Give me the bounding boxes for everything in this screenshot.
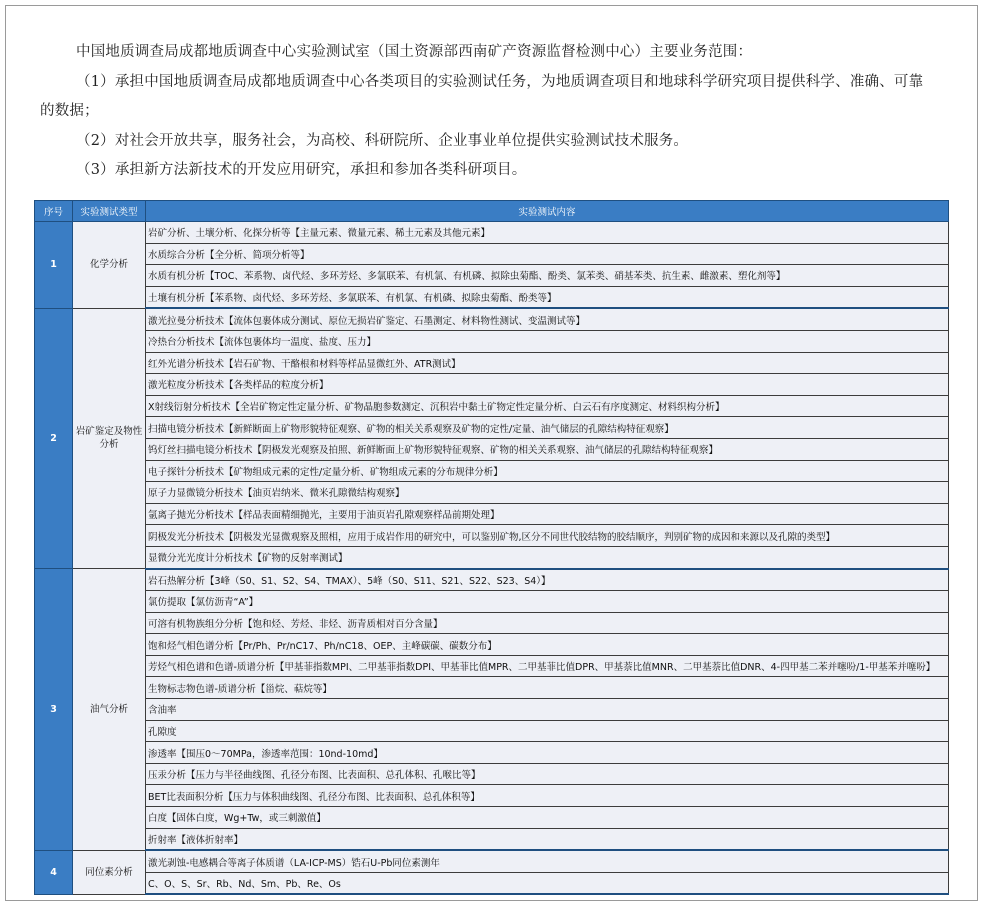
test-content-cell: 红外光谱分析技术【岩石矿物、干酪根和材料等样品显微红外、ATR测试】	[146, 352, 949, 374]
table-row	[35, 742, 949, 764]
header-num: 序号	[35, 201, 73, 222]
test-content-cell: 激光剥蚀-电感耦合等离子体质谱（LA-ICP-MS）锆石U-Pb同位素测年	[146, 850, 949, 872]
category-type: 油气分析	[73, 569, 146, 851]
test-content-cell: 岩石热解分析【3峰（S0、S1、S2、S4、TMAX）、5峰（S0、S11、S21、S22、S23、S4）】	[146, 569, 949, 591]
test-content-cell: 氩离子抛光分析技术【样品表面精细抛光，主要用于油页岩孔隙观察样品前期处理】	[146, 503, 949, 525]
table-row	[35, 525, 949, 547]
table-row	[35, 243, 949, 265]
table-row	[35, 395, 949, 417]
test-content-cell: 含油率	[146, 699, 949, 721]
category-number: 2	[35, 308, 73, 568]
test-content-cell: 饱和烃气相色谱分析【Pr/Ph、Pr/nC17、Ph/nC18、OEP、主峰碳碳、碳数分布】	[146, 634, 949, 656]
table-row	[35, 308, 949, 330]
table-row	[35, 330, 949, 352]
test-content-cell: 冷热台分析技术【流体包裹体均一温度、盐度、压力】	[146, 330, 949, 352]
test-content-cell: 折射率【液体折射率】	[146, 828, 949, 850]
category-number: 1	[35, 222, 73, 309]
table-row	[35, 655, 949, 677]
test-content-cell: 渗透率【围压0～70MPa，渗透率范围：10nd-10md】	[146, 742, 949, 764]
table-row	[35, 850, 949, 872]
category-number: 3	[35, 569, 73, 851]
table-row	[35, 482, 949, 504]
table-row	[35, 828, 949, 850]
test-content-cell: 生物标志物色谱-质谱分析【甾烷、萜烷等】	[146, 677, 949, 699]
test-content-cell: 水质综合分析【全分析、简项分析等】	[146, 243, 949, 265]
table-row	[35, 699, 949, 721]
table-row	[35, 352, 949, 374]
intro-heading: 中国地质调查局成都地质调查中心实验测试室（国土资源部西南矿产资源监督检测中心）主要业务范围：	[76, 44, 753, 60]
table-row	[35, 785, 949, 807]
test-content-cell: 阴极发光分析技术【阴极发光显微观察及照相，应用于成岩作用的研究中，可以鉴别矿物,区分不同世代胶结物的胶结顺序，判别矿物的成因和来源以及孔隙的类型】	[146, 525, 949, 547]
table-row	[35, 634, 949, 656]
test-content-cell: 可溶有机物族组分分析【饱和烃、芳烃、非烃、沥青质相对百分含量】	[146, 612, 949, 634]
category-type: 化学分析	[73, 222, 146, 309]
test-content-cell: 水质有机分析【TOC、苯系物、卤代烃、多环芳烃、多氯联苯、有机氯、有机磷、拟除虫菊酯、酚类、氯苯类、硝基苯类、抗生素、雌激素、塑化剂等】	[146, 265, 949, 287]
table-row	[35, 374, 949, 396]
table-row	[35, 763, 949, 785]
services-table	[34, 200, 949, 895]
test-content-cell: 土壤有机分析【苯系物、卤代烃、多环芳烃、多氯联苯、有机氯、有机磷、拟除虫菊酯、酚类等】	[146, 286, 949, 308]
test-content-cell: 岩矿分析、土壤分析、化探分析等【主量元素、微量元素、稀土元素及其他元素】	[146, 222, 949, 244]
test-content-cell: 钨灯丝扫描电镜分析技术【阴极发光观察及拍照、新鲜断面上矿物形貌特征观察、矿物的相关关系观察、油气储层的孔隙结构特征观察】	[146, 438, 949, 460]
table-row	[35, 807, 949, 829]
table-row	[35, 612, 949, 634]
table-row	[35, 460, 949, 482]
test-content-cell: BET比表面积分析【压力与体积曲线图、孔径分布图、比表面积、总孔体积等】	[146, 785, 949, 807]
table-row	[35, 222, 949, 244]
table-row	[35, 286, 949, 308]
intro-section	[40, 38, 935, 186]
table-row	[35, 438, 949, 460]
table-row	[35, 677, 949, 699]
test-content-cell: 压汞分析【压力与半径曲线图、孔径分布图、比表面积、总孔体积、孔喉比等】	[146, 763, 949, 785]
intro-item-2: （2）对社会开放共享，服务社会，为高校、科研院所、企业事业单位提供实验测试技术服务。	[76, 132, 689, 149]
table-row	[35, 569, 949, 591]
test-content-cell: X射线衍射分析技术【全岩矿物定性定量分析、矿物晶胞参数测定、沉积岩中黏土矿物定性定量分析、白云石有序度测定、材料织构分析】	[146, 395, 949, 417]
test-content-cell: 孔隙度	[146, 720, 949, 742]
test-content-cell: 白度【固体白度，Wg+Tw，或三刺激值】	[146, 807, 949, 829]
intro-item-3: （3）承担新方法新技术的开发应用研究，承担和参加各类科研项目。	[76, 162, 527, 178]
test-content-cell: 扫描电镜分析技术【新鲜断面上矿物形貌特征观察、矿物的相关关系观察及矿物的定性/定量、油气储层的孔隙结构特征观察】	[146, 417, 949, 439]
header-content: 实验测试内容	[146, 201, 949, 222]
test-content-cell: 显微分光光度计分析技术【矿物的反射率测试】	[146, 546, 949, 568]
category-type: 同位素分析	[73, 850, 146, 894]
table-row	[35, 720, 949, 742]
test-content-cell: 氯仿提取【氯仿沥青“A”】	[146, 591, 949, 613]
test-content-cell: 原子力显微镜分析技术【油页岩纳米、微米孔隙微结构观察】	[146, 482, 949, 504]
test-content-cell: 激光粒度分析技术【各类样品的粒度分析】	[146, 374, 949, 396]
header-type: 实验测试类型	[73, 201, 146, 222]
table-row	[35, 872, 949, 894]
table-row	[35, 417, 949, 439]
test-content-cell: C、O、S、Sr、Rb、Nd、Sm、Pb、Re、Os	[146, 872, 949, 894]
intro-item-1: （1）承担中国地质调查局成都地质调查中心各类项目的实验测试任务，为地质调查项目和地球科学研究项目提供科学、准确、可靠的数据；	[40, 73, 924, 119]
category-type: 岩矿鉴定及物性分析	[73, 308, 146, 568]
table-row	[35, 503, 949, 525]
table-header-row	[35, 201, 949, 222]
table-row	[35, 265, 949, 287]
test-content-cell: 芳烃气相色谱和色谱-质谱分析【甲基菲指数MPI、二甲基菲指数DPI、甲基菲比值MPR、二甲基菲比值DPR、甲基萘比值MNR、二甲基萘比值DNR、4-四甲基二苯并噻吩/1-甲基苯并噻吩】	[146, 655, 949, 677]
test-content-cell: 电子探针分析技术【矿物组成元素的定性/定量分析、矿物组成元素的分布规律分析】	[146, 460, 949, 482]
category-number: 4	[35, 850, 73, 894]
table-row	[35, 546, 949, 568]
test-content-cell: 激光拉曼分析技术【流体包裹体成分测试、原位无损岩矿鉴定、石墨测定、材料物性测试、变温测试等】	[146, 308, 949, 330]
table-body	[35, 222, 949, 895]
table-row	[35, 591, 949, 613]
